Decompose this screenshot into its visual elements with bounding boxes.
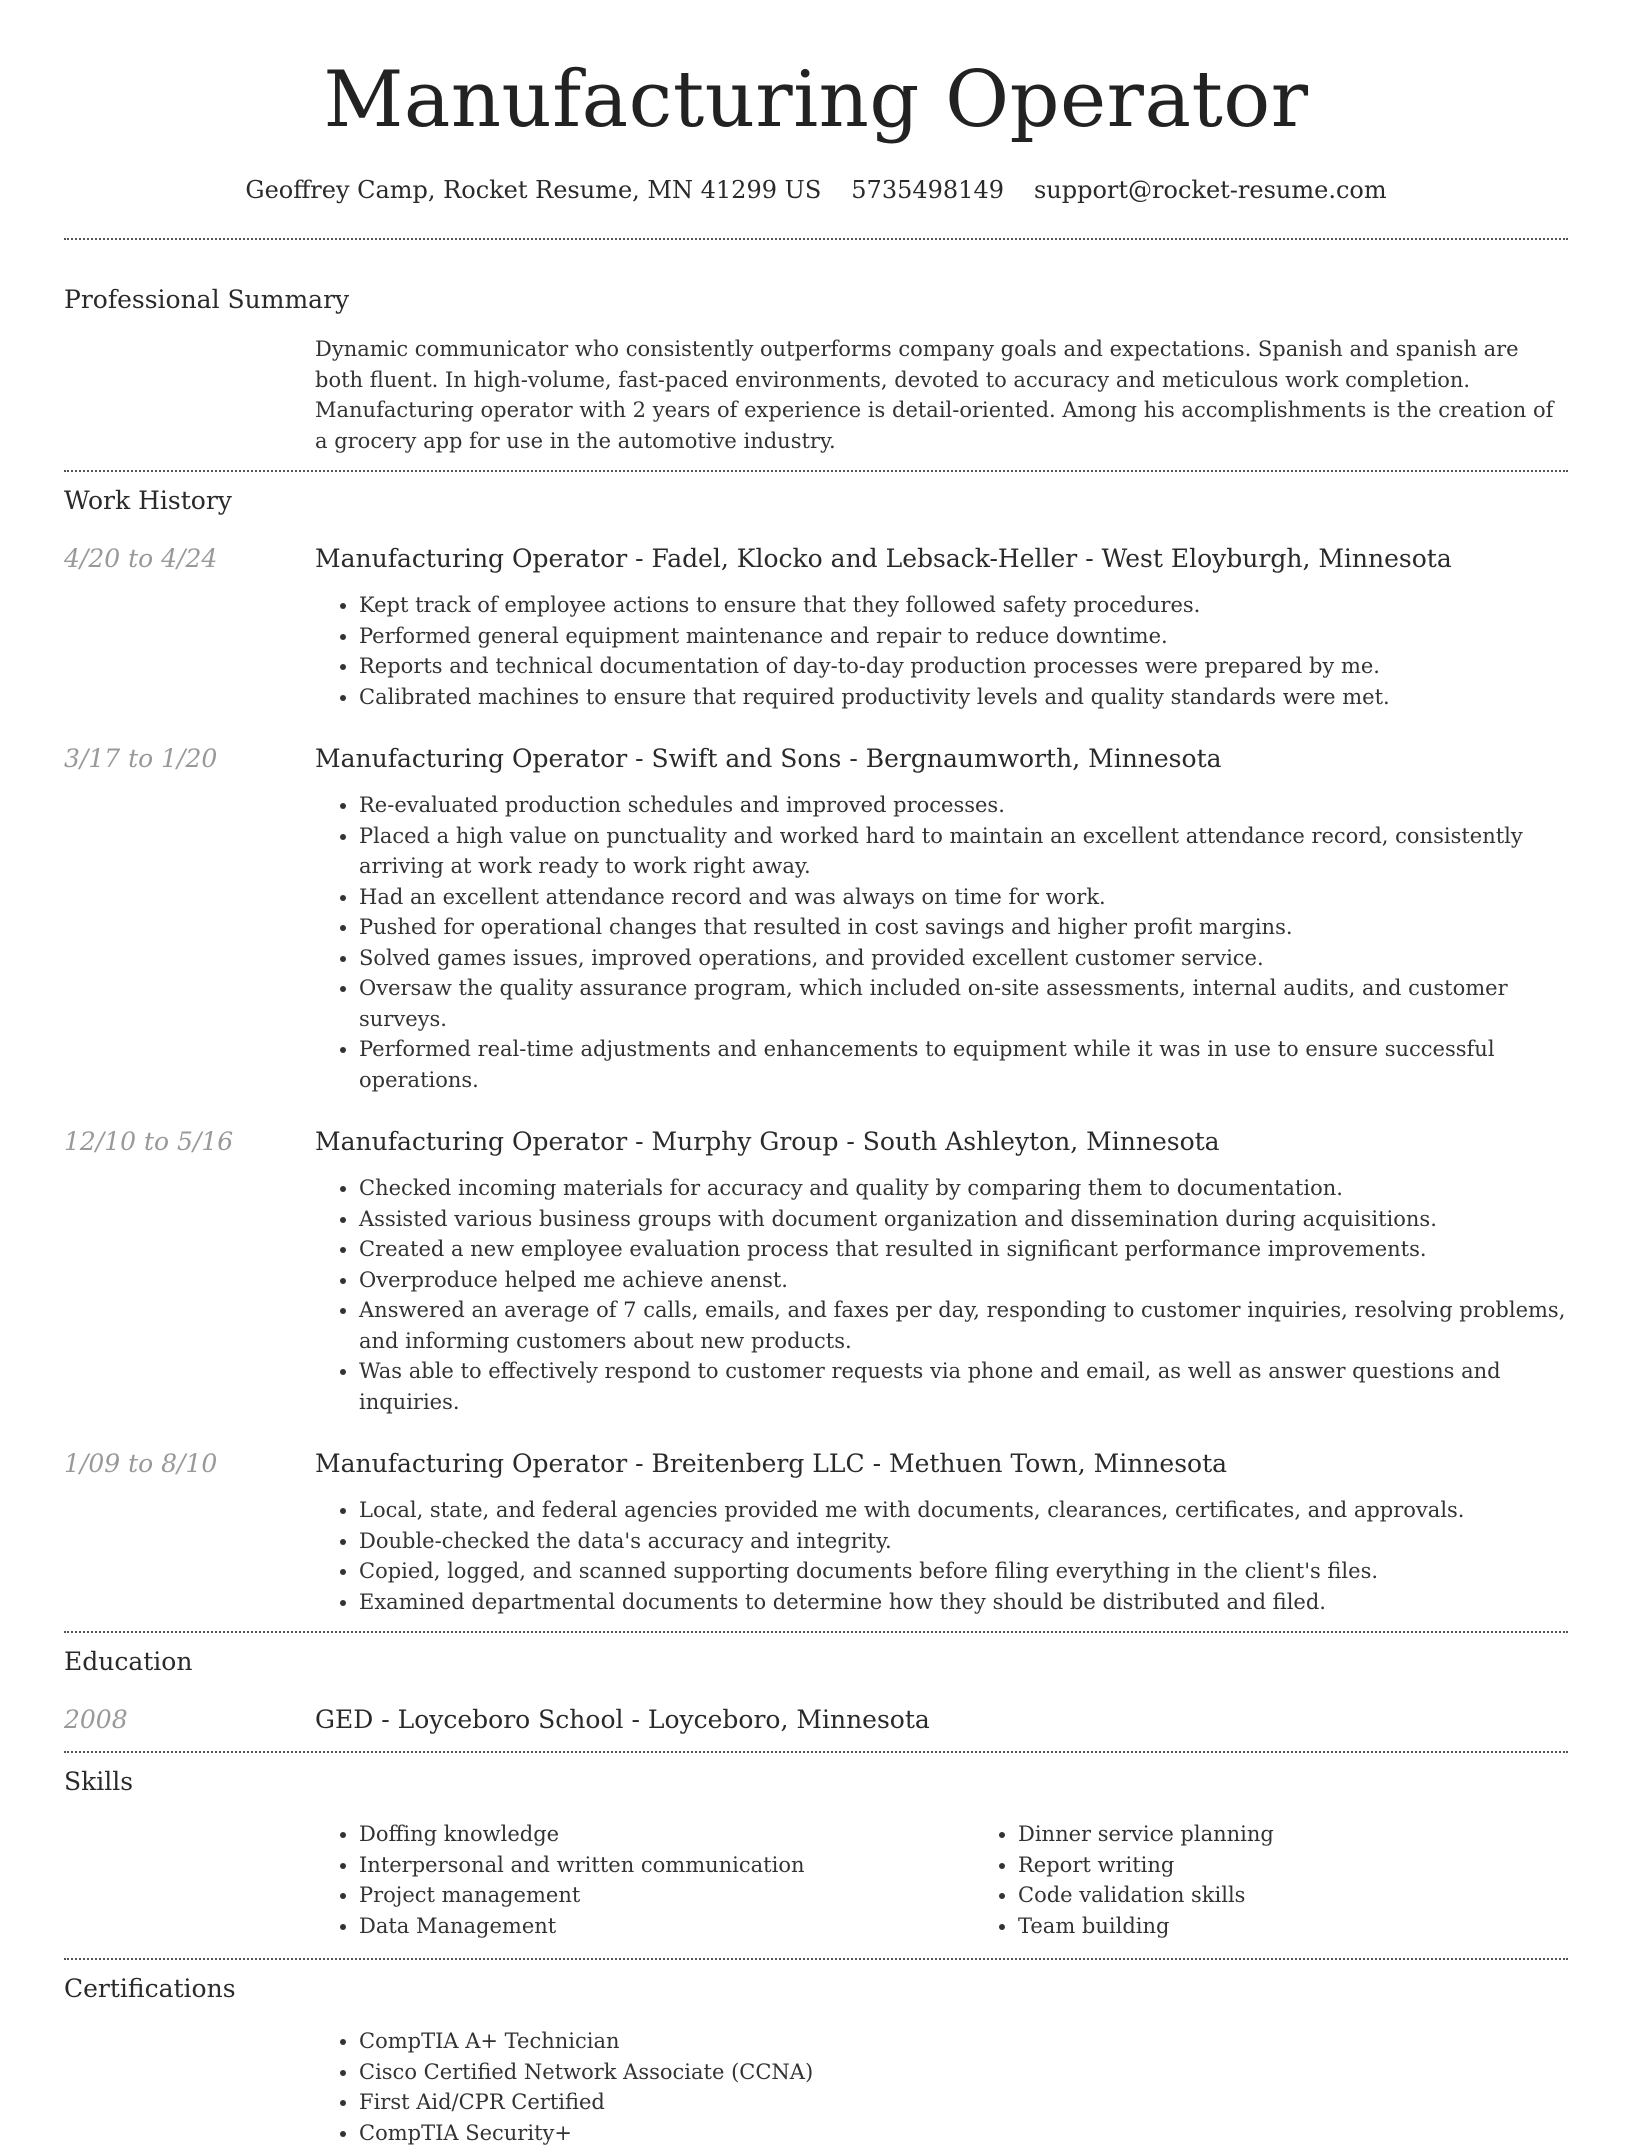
list-item: • Calibrated machines to ensure that required productivity levels and quality standards were met. [359, 682, 1568, 713]
list-item: • Was able to effectively respond to customer requests via phone and email, as well as answer questions and inquiries. [359, 1356, 1568, 1417]
list-item: • Performed general equipment maintenance and repair to reduce downtime. [359, 621, 1568, 652]
list-item: • Code validation skills [1018, 1880, 1632, 1911]
skills-left [64, 1819, 315, 1941]
list-item: • Assisted various business groups with document organization and dissemination during acquisitions. [359, 1204, 1568, 1235]
divider [64, 1751, 1568, 1753]
job-bullets [315, 1495, 1568, 1617]
divider [64, 1631, 1568, 1633]
job-entry [64, 742, 1568, 1095]
list-item: • Answered an average of 7 calls, emails, and faxes per day, responding to customer inquiries, resolving problems, and informing customers about new products. [359, 1295, 1568, 1356]
job-title: Manufacturing Operator - Fadel, Klocko and Lebsack-Heller - West Eloyburgh, Minnesota [315, 542, 1568, 576]
skills-list-left [315, 1819, 974, 1941]
list-item: • Examined departmental documents to determine how they should be distributed and filed. [359, 1587, 1568, 1618]
contact-phone: 5735498149 [851, 176, 1004, 204]
list-item: • Team building [1018, 1911, 1632, 1942]
list-item: • CompTIA A+ Technician [359, 2026, 1568, 2057]
summary-row [64, 334, 1568, 456]
list-item: • Had an excellent attendance record and was always on time for work. [359, 882, 1568, 913]
divider [64, 238, 1568, 240]
contact-line [64, 174, 1568, 206]
job-bullets [315, 1173, 1568, 1417]
list-item: • Report writing [1018, 1850, 1632, 1881]
summary-body [315, 334, 1568, 456]
list-item: • CompTIA Security+ [359, 2118, 1568, 2148]
divider [64, 1958, 1568, 1960]
job-bullets [315, 790, 1568, 1095]
certifications-row [64, 2026, 1568, 2148]
education-degree: GED - Loyceboro School - Loyceboro, Minnesota [315, 1703, 1568, 1737]
skills-grid [315, 1819, 1632, 1941]
resume-name: Manufacturing Operator [64, 0, 1568, 148]
list-item: • Performed real-time adjustments and enhancements to equipment while it was in use to ensure successful operations. [359, 1034, 1568, 1095]
contact-address: Geoffrey Camp, Rocket Resume, MN 41299 US [245, 176, 821, 204]
section-title-education: Education [64, 1645, 1568, 1679]
list-item: • Oversaw the quality assurance program, which included on-site assessments, internal audits, and customer surveys. [359, 973, 1568, 1034]
job-entry [64, 1447, 1568, 1617]
certifications-list [315, 2026, 1568, 2148]
contact-email: support@rocket-resume.com [1034, 176, 1387, 204]
job-dates: 12/10 to 5/16 [64, 1125, 315, 1417]
list-item: • Dinner service planning [1018, 1819, 1632, 1850]
skills-row [64, 1819, 1568, 1941]
section-title-skills: Skills [64, 1765, 1568, 1799]
job-bullets [315, 590, 1568, 712]
list-item: • Checked incoming materials for accuracy and quality by comparing them to documentation. [359, 1173, 1568, 1204]
job-dates: 3/17 to 1/20 [64, 742, 315, 1095]
job-entry [64, 1125, 1568, 1417]
list-item: • Kept track of employee actions to ensure that they followed safety procedures. [359, 590, 1568, 621]
education-year: 2008 [64, 1703, 315, 1737]
job-title: Manufacturing Operator - Murphy Group - South Ashleyton, Minnesota [315, 1125, 1568, 1159]
list-item: • Placed a high value on punctuality and worked hard to maintain an excellent attendance record, consistently arriving at work ready to work right away. [359, 821, 1568, 882]
education-entry [64, 1703, 1568, 1737]
list-item: • Project management [359, 1880, 974, 1911]
job-dates: 4/20 to 4/24 [64, 542, 315, 712]
job-dates: 1/09 to 8/10 [64, 1447, 315, 1617]
divider [64, 470, 1568, 472]
summary-text: Dynamic communicator who consistently outperforms company goals and expectations. Spanish and spanish are both fluent. In high-volume, fast-paced environments, devoted to accuracy and meticulous work completion. Manufacturing operator with 2 years of experience is detail-oriented. Among his accomplishments is the creation of a grocery app for use in the automotive industry. [315, 334, 1568, 456]
summary-left [64, 334, 315, 456]
section-title-certifications: Certifications [64, 1972, 1568, 2006]
list-item: • Re-evaluated production schedules and improved processes. [359, 790, 1568, 821]
list-item: • Created a new employee evaluation process that resulted in significant performance improvements. [359, 1234, 1568, 1265]
list-item: • Overproduce helped me achieve anenst. [359, 1265, 1568, 1296]
section-title-summary: Professional Summary [64, 283, 1568, 317]
list-item: • Cisco Certified Network Associate (CCNA) [359, 2057, 1568, 2088]
skills-list-right [974, 1819, 1632, 1941]
list-item: • Copied, logged, and scanned supporting documents before filing everything in the client's files. [359, 1556, 1568, 1587]
list-item: • Interpersonal and written communication [359, 1850, 974, 1881]
list-item: • Doffing knowledge [359, 1819, 974, 1850]
list-item: • Reports and technical documentation of day-to-day production processes were prepared by me. [359, 651, 1568, 682]
list-item: • Solved games issues, improved operations, and provided excellent customer service. [359, 943, 1568, 974]
list-item: • Data Management [359, 1911, 974, 1942]
list-item: • Local, state, and federal agencies provided me with documents, clearances, certificates, and approvals. [359, 1495, 1568, 1526]
list-item: • Pushed for operational changes that resulted in cost savings and higher profit margins. [359, 912, 1568, 943]
list-item: • First Aid/CPR Certified [359, 2087, 1568, 2118]
certifications-left [64, 2026, 315, 2148]
job-title: Manufacturing Operator - Swift and Sons - Bergnaumworth, Minnesota [315, 742, 1568, 776]
section-title-work: Work History [64, 484, 1568, 518]
job-title: Manufacturing Operator - Breitenberg LLC - Methuen Town, Minnesota [315, 1447, 1568, 1481]
list-item: • Double-checked the data's accuracy and integrity. [359, 1526, 1568, 1557]
job-entry [64, 542, 1568, 712]
